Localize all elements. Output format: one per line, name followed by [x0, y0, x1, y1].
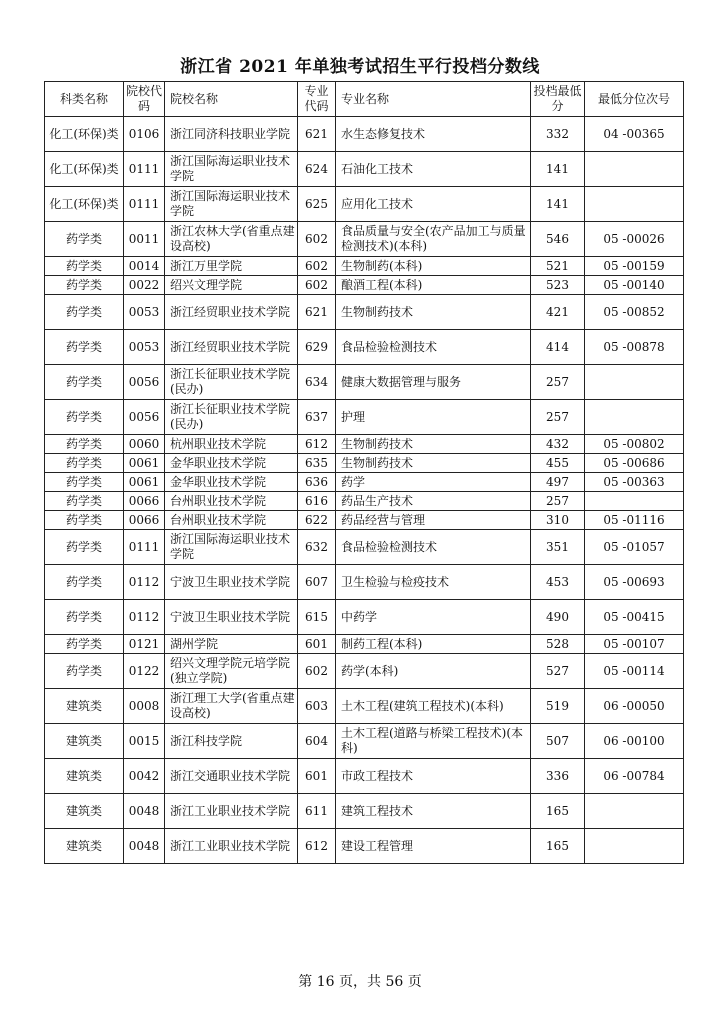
cell-rank: 05 -01057	[585, 530, 684, 565]
cell-school: 宁波卫生职业技术学院	[165, 565, 298, 600]
table-row	[45, 794, 684, 829]
header-min-score: 投档最低分	[531, 82, 585, 117]
table-row	[45, 565, 684, 600]
cell-category: 化工(环保)类	[45, 117, 124, 152]
cell-rank: 05 -00686	[585, 454, 684, 473]
cell-rank: 05 -00852	[585, 295, 684, 330]
cell-school: 浙江同济科技职业学院	[165, 117, 298, 152]
cell-major: 建设工程管理	[336, 829, 531, 864]
cell-major-code: 607	[298, 565, 336, 600]
cell-rank	[585, 365, 684, 400]
header-row	[45, 82, 684, 117]
cell-school: 浙江经贸职业技术学院	[165, 330, 298, 365]
cell-major-code: 629	[298, 330, 336, 365]
cell-min-score: 546	[531, 222, 585, 257]
cell-major-code: 621	[298, 295, 336, 330]
cell-school-code: 0042	[124, 759, 165, 794]
table-row	[45, 222, 684, 257]
table-row	[45, 187, 684, 222]
cell-min-score: 332	[531, 117, 585, 152]
cell-school: 浙江长征职业技术学院(民办)	[165, 400, 298, 435]
cell-school: 台州职业技术学院	[165, 511, 298, 530]
cell-category: 药学类	[45, 492, 124, 511]
cell-school-code: 0066	[124, 492, 165, 511]
cell-school-code: 0014	[124, 257, 165, 276]
cell-school-code: 0106	[124, 117, 165, 152]
cell-school-code: 0112	[124, 600, 165, 635]
table-row	[45, 365, 684, 400]
cell-min-score: 165	[531, 794, 585, 829]
cell-school: 浙江长征职业技术学院(民办)	[165, 365, 298, 400]
cell-category: 建筑类	[45, 829, 124, 864]
page-footer: 第 16 页，共 56 页	[298, 974, 422, 990]
cell-school-code: 0053	[124, 330, 165, 365]
cell-min-score: 141	[531, 187, 585, 222]
cell-category: 药学类	[45, 511, 124, 530]
cell-category: 药学类	[45, 635, 124, 654]
table-row	[45, 689, 684, 724]
cell-school: 浙江经贸职业技术学院	[165, 295, 298, 330]
table-row	[45, 759, 684, 794]
cell-min-score: 507	[531, 724, 585, 759]
cell-school-code: 0111	[124, 187, 165, 222]
cell-major: 中药学	[336, 600, 531, 635]
cell-min-score: 432	[531, 435, 585, 454]
table-row	[45, 654, 684, 689]
table-row	[45, 511, 684, 530]
cell-major-code: 603	[298, 689, 336, 724]
cell-major-code: 621	[298, 117, 336, 152]
table-row	[45, 400, 684, 435]
cell-category: 药学类	[45, 276, 124, 295]
cell-school-code: 0061	[124, 454, 165, 473]
cell-school-code: 0022	[124, 276, 165, 295]
cell-min-score: 519	[531, 689, 585, 724]
cell-category: 建筑类	[45, 724, 124, 759]
table-row	[45, 117, 684, 152]
cell-rank	[585, 152, 684, 187]
cell-major-code: 612	[298, 829, 336, 864]
cell-major-code: 615	[298, 600, 336, 635]
header-category: 科类名称	[45, 82, 124, 117]
cell-school-code: 0011	[124, 222, 165, 257]
cell-major: 水生态修复技术	[336, 117, 531, 152]
cell-school-code: 0048	[124, 829, 165, 864]
cell-major: 健康大数据管理与服务	[336, 365, 531, 400]
cell-school-code: 0061	[124, 473, 165, 492]
cell-rank: 05 -00140	[585, 276, 684, 295]
cell-major-code: 637	[298, 400, 336, 435]
cell-major: 土木工程(道路与桥梁工程技术)(本科)	[336, 724, 531, 759]
cell-major-code: 602	[298, 222, 336, 257]
table-row	[45, 330, 684, 365]
table-row	[45, 492, 684, 511]
table-row	[45, 295, 684, 330]
cell-school-code: 0060	[124, 435, 165, 454]
cell-category: 建筑类	[45, 689, 124, 724]
cell-school: 杭州职业技术学院	[165, 435, 298, 454]
cell-min-score: 165	[531, 829, 585, 864]
table-row	[45, 276, 684, 295]
cell-school: 金华职业技术学院	[165, 473, 298, 492]
cell-rank: 05 -00026	[585, 222, 684, 257]
cell-category: 药学类	[45, 435, 124, 454]
cell-rank: 05 -00693	[585, 565, 684, 600]
cell-major: 护理	[336, 400, 531, 435]
score-table	[44, 81, 684, 864]
cell-school-code: 0112	[124, 565, 165, 600]
cell-school-code: 0122	[124, 654, 165, 689]
cell-major: 酿酒工程(本科)	[336, 276, 531, 295]
table-row	[45, 257, 684, 276]
cell-min-score: 527	[531, 654, 585, 689]
cell-min-score: 336	[531, 759, 585, 794]
cell-major: 卫生检验与检疫技术	[336, 565, 531, 600]
cell-major: 药品经营与管理	[336, 511, 531, 530]
table-row	[45, 435, 684, 454]
cell-category: 药学类	[45, 530, 124, 565]
cell-school-code: 0121	[124, 635, 165, 654]
table-row	[45, 530, 684, 565]
cell-major-code: 636	[298, 473, 336, 492]
cell-major: 生物制药技术	[336, 454, 531, 473]
cell-major-code: 616	[298, 492, 336, 511]
cell-major-code: 601	[298, 635, 336, 654]
cell-school: 湖州学院	[165, 635, 298, 654]
cell-major-code: 634	[298, 365, 336, 400]
cell-min-score: 257	[531, 400, 585, 435]
cell-min-score: 490	[531, 600, 585, 635]
cell-school: 浙江科技学院	[165, 724, 298, 759]
cell-major: 生物制药技术	[336, 435, 531, 454]
cell-major-code: 612	[298, 435, 336, 454]
cell-school-code: 0056	[124, 400, 165, 435]
cell-min-score: 421	[531, 295, 585, 330]
cell-school: 金华职业技术学院	[165, 454, 298, 473]
cell-school: 浙江万里学院	[165, 257, 298, 276]
header-rank: 最低分位次号	[585, 82, 684, 117]
cell-school: 绍兴文理学院元培学院(独立学院)	[165, 654, 298, 689]
cell-major: 食品检验检测技术	[336, 530, 531, 565]
cell-major: 药品生产技术	[336, 492, 531, 511]
cell-school-code: 0053	[124, 295, 165, 330]
cell-school: 台州职业技术学院	[165, 492, 298, 511]
cell-major: 石油化工技术	[336, 152, 531, 187]
cell-rank: 05 -00114	[585, 654, 684, 689]
cell-major: 食品检验检测技术	[336, 330, 531, 365]
cell-major: 生物制药(本科)	[336, 257, 531, 276]
cell-major: 市政工程技术	[336, 759, 531, 794]
cell-major-code: 622	[298, 511, 336, 530]
cell-rank: 05 -00802	[585, 435, 684, 454]
cell-major-code: 602	[298, 276, 336, 295]
cell-category: 药学类	[45, 454, 124, 473]
cell-major: 食品质量与安全(农产品加工与质量检测技术)(本科)	[336, 222, 531, 257]
cell-major-code: 601	[298, 759, 336, 794]
header-school-code: 院校代码	[124, 82, 165, 117]
cell-major-code: 604	[298, 724, 336, 759]
cell-rank	[585, 400, 684, 435]
cell-rank: 05 -01116	[585, 511, 684, 530]
cell-school: 浙江国际海运职业技术学院	[165, 530, 298, 565]
cell-min-score: 310	[531, 511, 585, 530]
page-title: 浙江省 2021 年单独考试招生平行投档分数线	[180, 57, 540, 77]
cell-major-code: 632	[298, 530, 336, 565]
cell-rank: 05 -00363	[585, 473, 684, 492]
cell-school: 浙江工业职业技术学院	[165, 794, 298, 829]
cell-rank: 05 -00878	[585, 330, 684, 365]
cell-school-code: 0048	[124, 794, 165, 829]
cell-category: 药学类	[45, 473, 124, 492]
cell-school: 浙江国际海运职业技术学院	[165, 187, 298, 222]
cell-category: 化工(环保)类	[45, 187, 124, 222]
cell-school-code: 0111	[124, 530, 165, 565]
cell-rank	[585, 492, 684, 511]
cell-school: 浙江交通职业技术学院	[165, 759, 298, 794]
header-major: 专业名称	[336, 82, 531, 117]
cell-rank: 05 -00415	[585, 600, 684, 635]
cell-rank: 06 -00784	[585, 759, 684, 794]
cell-school: 浙江国际海运职业技术学院	[165, 152, 298, 187]
cell-major: 建筑工程技术	[336, 794, 531, 829]
cell-min-score: 455	[531, 454, 585, 473]
cell-category: 药学类	[45, 400, 124, 435]
cell-min-score: 257	[531, 492, 585, 511]
cell-major-code: 611	[298, 794, 336, 829]
cell-category: 化工(环保)类	[45, 152, 124, 187]
cell-major: 制药工程(本科)	[336, 635, 531, 654]
table-row	[45, 635, 684, 654]
cell-school-code: 0015	[124, 724, 165, 759]
cell-major: 药学	[336, 473, 531, 492]
cell-min-score: 351	[531, 530, 585, 565]
cell-school: 浙江农林大学(省重点建设高校)	[165, 222, 298, 257]
cell-rank	[585, 187, 684, 222]
cell-min-score: 497	[531, 473, 585, 492]
cell-category: 药学类	[45, 565, 124, 600]
cell-school-code: 0008	[124, 689, 165, 724]
cell-school: 浙江理工大学(省重点建设高校)	[165, 689, 298, 724]
header-school: 院校名称	[165, 82, 298, 117]
cell-school: 浙江工业职业技术学院	[165, 829, 298, 864]
cell-major-code: 602	[298, 654, 336, 689]
cell-major: 土木工程(建筑工程技术)(本科)	[336, 689, 531, 724]
cell-category: 药学类	[45, 330, 124, 365]
cell-school-code: 0056	[124, 365, 165, 400]
cell-rank: 04 -00365	[585, 117, 684, 152]
cell-rank: 05 -00159	[585, 257, 684, 276]
table-row	[45, 600, 684, 635]
cell-min-score: 523	[531, 276, 585, 295]
cell-min-score: 528	[531, 635, 585, 654]
cell-major-code: 635	[298, 454, 336, 473]
cell-category: 药学类	[45, 295, 124, 330]
cell-min-score: 257	[531, 365, 585, 400]
cell-category: 药学类	[45, 222, 124, 257]
cell-min-score: 453	[531, 565, 585, 600]
cell-category: 建筑类	[45, 794, 124, 829]
cell-min-score: 414	[531, 330, 585, 365]
cell-min-score: 141	[531, 152, 585, 187]
cell-rank: 06 -00100	[585, 724, 684, 759]
cell-category: 药学类	[45, 257, 124, 276]
cell-major: 药学(本科)	[336, 654, 531, 689]
cell-category: 药学类	[45, 600, 124, 635]
cell-major: 应用化工技术	[336, 187, 531, 222]
header-major-code: 专业代码	[298, 82, 336, 117]
cell-school-code: 0111	[124, 152, 165, 187]
cell-major-code: 625	[298, 187, 336, 222]
table-row	[45, 724, 684, 759]
cell-major-code: 624	[298, 152, 336, 187]
cell-school-code: 0066	[124, 511, 165, 530]
cell-category: 药学类	[45, 654, 124, 689]
cell-major: 生物制药技术	[336, 295, 531, 330]
cell-school: 宁波卫生职业技术学院	[165, 600, 298, 635]
cell-category: 药学类	[45, 365, 124, 400]
table-row	[45, 454, 684, 473]
table-row	[45, 829, 684, 864]
cell-rank	[585, 794, 684, 829]
cell-rank: 06 -00050	[585, 689, 684, 724]
cell-school: 绍兴文理学院	[165, 276, 298, 295]
table-row	[45, 152, 684, 187]
cell-category: 建筑类	[45, 759, 124, 794]
cell-major-code: 602	[298, 257, 336, 276]
table-row	[45, 473, 684, 492]
cell-min-score: 521	[531, 257, 585, 276]
cell-rank	[585, 829, 684, 864]
cell-rank: 05 -00107	[585, 635, 684, 654]
